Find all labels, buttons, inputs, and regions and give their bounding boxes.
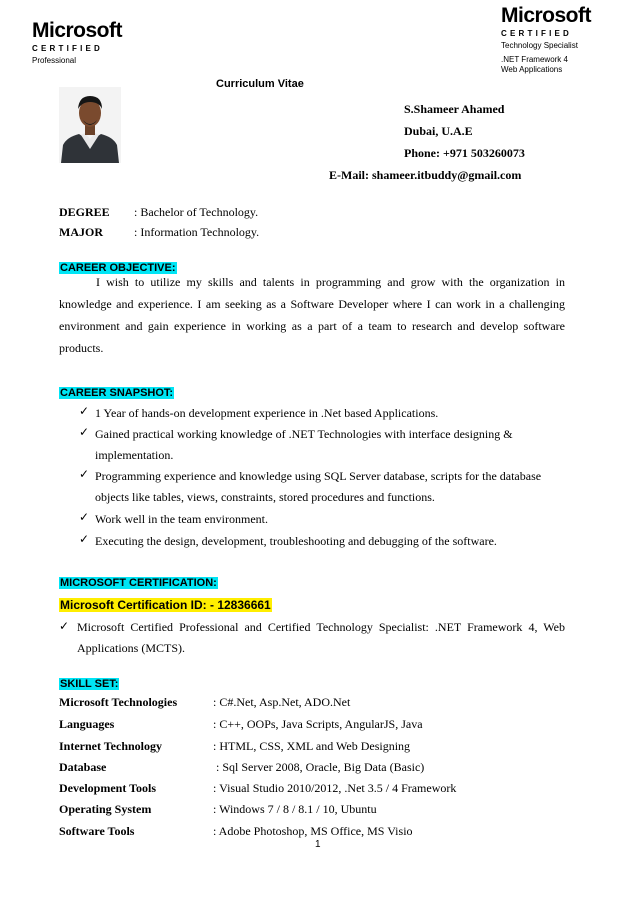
career-objective-text: I wish to utilize my skills and talents in programming and grow with the organization in knowledge and experience. I am seeking as a Software Developer where I can work in a challenging environment and gain experience in working as a part of a team to research and develop software products. (59, 275, 565, 355)
skills-heading (59, 674, 119, 692)
section-heading: CAREER OBJECTIVE: (60, 262, 176, 274)
logo-sub: Professional (32, 56, 77, 65)
logo-certified: CERTIFIED (501, 29, 573, 38)
microsoft-mcts-logo (501, 5, 591, 75)
contact-email: E-Mail: shameer.itbuddy@gmail.com (329, 168, 522, 182)
skill-value: : Visual Studio 2010/2012, .Net 3.5 / 4 Framework (213, 781, 457, 795)
education-degree-label: DEGREE (59, 205, 110, 219)
page-title: Curriculum Vitae (216, 78, 304, 90)
skill-value: : Windows 7 / 8 / 8.1 / 10, Ubuntu (213, 802, 377, 816)
certification-id (59, 596, 272, 614)
skill-label: Software Tools (59, 824, 135, 838)
checkmark-icon: ✓ (59, 619, 70, 633)
skill-value: : HTML, CSS, XML and Web Designing (213, 739, 411, 753)
checkmark-icon: ✓ (79, 532, 90, 546)
section-heading: MICROSOFT CERTIFICATION: (60, 577, 217, 589)
education-degree-value: : Bachelor of Technology. (134, 205, 259, 219)
microsoft-professional-logo (32, 20, 122, 66)
skill-label: Internet Technology (59, 739, 163, 753)
section-heading: CAREER SNAPSHOT: (60, 387, 174, 399)
checkmark-icon: ✓ (79, 404, 90, 418)
skill-label: Microsoft Technologies (59, 695, 178, 709)
contact-phone: Phone: +971 503260073 (404, 146, 525, 160)
education-major-value: : Information Technology. (134, 225, 260, 239)
checkmark-icon: ✓ (79, 425, 90, 439)
contact-location: Dubai, U.A.E (404, 124, 473, 138)
page-number: 1 (315, 839, 321, 850)
logo-sub: Web Applications (501, 65, 563, 74)
certification-item: Microsoft Certified Professional and Certified Technology Specialist: .NET Framework 4, Web Applications (MCTS). (77, 620, 565, 655)
skill-label: Languages (59, 717, 115, 731)
contact-name: S.Shameer Ahamed (404, 102, 505, 116)
skill-value: : Adobe Photoshop, MS Office, MS Visio (213, 824, 413, 838)
checkmark-icon: ✓ (79, 467, 90, 481)
skill-label: Development Tools (59, 781, 157, 795)
career-snapshot-heading (59, 383, 174, 401)
profile-photo (59, 87, 121, 163)
skill-label: Operating System (59, 802, 152, 816)
skill-value: : C#.Net, Asp.Net, ADO.Net (213, 695, 351, 709)
snapshot-item: 1 Year of hands-on development experience in .Net based Applications. (95, 406, 439, 420)
logo-certified: CERTIFIED (32, 44, 104, 53)
snapshot-item: Gained practical working knowledge of .NET Technologies with interface designing & implementation. (95, 427, 513, 462)
certification-heading (59, 573, 218, 591)
logo-word: Microsoft (32, 19, 122, 42)
checkmark-icon: ✓ (79, 510, 90, 524)
skill-value: : Sql Server 2008, Oracle, Big Data (Basic) (213, 760, 425, 774)
section-heading: SKILL SET: (60, 678, 119, 690)
logo-sub: Technology Specialist (501, 41, 578, 50)
skill-value: : C++, OOPs, Java Scripts, AngularJS, Java (213, 717, 423, 731)
logo-sub: .NET Framework 4 (501, 55, 568, 64)
skill-label: Database (59, 760, 107, 774)
snapshot-item: Executing the design, development, troubleshooting and debugging of the software. (95, 534, 497, 548)
logo-word: Microsoft (501, 4, 591, 27)
certification-id-text: Microsoft Certification ID: - 12836661 (60, 598, 271, 612)
snapshot-item: Programming experience and knowledge using SQL Server database, scripts for the database objects like tables, views, constraints, stored procedures and functions. (95, 469, 542, 504)
education-major-label: MAJOR (59, 225, 103, 239)
snapshot-item: Work well in the team environment. (95, 512, 268, 526)
